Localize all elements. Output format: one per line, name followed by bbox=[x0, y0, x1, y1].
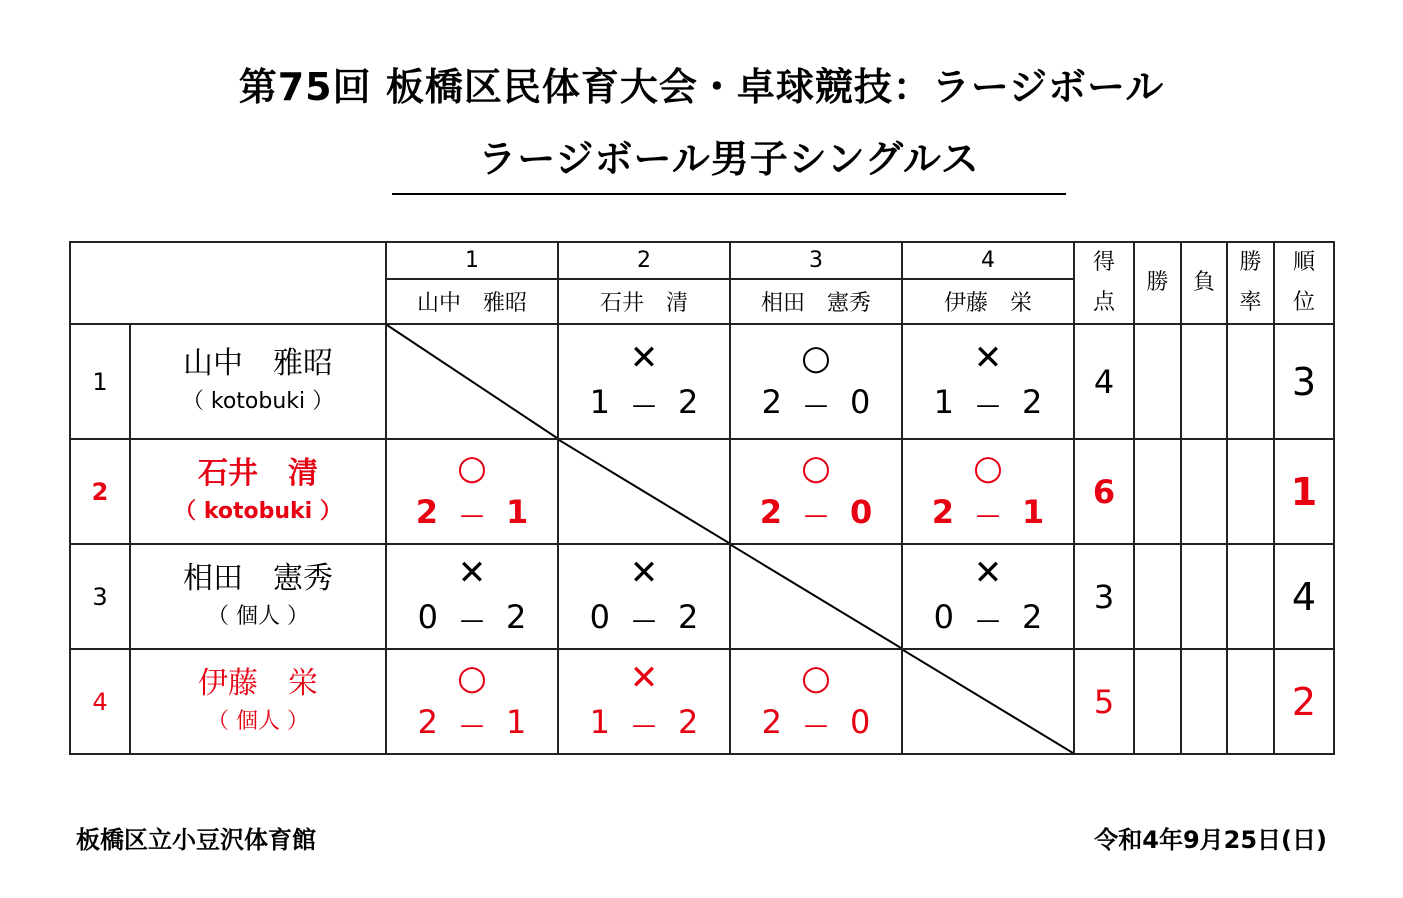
win-rate-header-1: 勝 bbox=[1239, 250, 1262, 275]
col-name-3: 相田 憲秀 bbox=[730, 279, 902, 324]
score-own: 2 bbox=[417, 703, 438, 741]
score-own: 1 bbox=[589, 703, 610, 741]
score-own: 1 bbox=[933, 383, 954, 421]
match-result-cell bbox=[730, 649, 902, 754]
points-value: 5 bbox=[1074, 649, 1134, 754]
header-corner bbox=[70, 242, 386, 324]
wins-value bbox=[1134, 544, 1181, 649]
match-score bbox=[559, 700, 729, 747]
loss-cross-icon: ✕ bbox=[629, 553, 659, 593]
match-result-cell bbox=[902, 544, 1074, 649]
score-opponent: 2 bbox=[678, 703, 699, 741]
score-dash: — bbox=[804, 501, 828, 529]
rank-header bbox=[1274, 242, 1334, 324]
player-team: （ kotobuki ） bbox=[174, 498, 342, 524]
self-match-cell bbox=[386, 324, 558, 439]
score-dash: — bbox=[632, 606, 656, 634]
player-cell bbox=[130, 439, 386, 544]
match-result-cell bbox=[386, 439, 558, 544]
col-num-1: 1 bbox=[386, 242, 558, 279]
win-circle-icon: ○ bbox=[973, 448, 1003, 488]
match-score bbox=[903, 380, 1073, 427]
match-score bbox=[559, 595, 729, 642]
score-dash: — bbox=[632, 711, 656, 739]
loss-cross-icon: ✕ bbox=[973, 338, 1003, 378]
score-dash: — bbox=[460, 606, 484, 634]
player-cell bbox=[130, 544, 386, 649]
score-dash: — bbox=[976, 391, 1000, 419]
match-result-cell bbox=[730, 439, 902, 544]
losses-value bbox=[1181, 324, 1227, 439]
win-circle-icon: ○ bbox=[457, 448, 487, 488]
score-own: 2 bbox=[415, 493, 438, 531]
rank-value: 2 bbox=[1274, 649, 1334, 754]
points-header bbox=[1074, 242, 1134, 324]
page-title: 第75回 板橋区民体育大会・卓球競技：ラージボール bbox=[238, 65, 1165, 109]
player-number: 4 bbox=[70, 649, 130, 754]
match-score bbox=[559, 380, 729, 427]
match-score bbox=[387, 490, 557, 537]
player-row bbox=[70, 649, 1334, 754]
match-score bbox=[731, 490, 901, 537]
score-own: 0 bbox=[417, 598, 438, 636]
player-number: 1 bbox=[70, 324, 130, 439]
losses-value bbox=[1181, 544, 1227, 649]
match-score bbox=[731, 700, 901, 747]
score-own: 2 bbox=[759, 493, 782, 531]
player-number: 2 bbox=[70, 439, 130, 544]
player-row bbox=[70, 439, 1334, 544]
score-own: 2 bbox=[931, 493, 954, 531]
losses-header: 負 bbox=[1181, 242, 1227, 324]
score-dash: — bbox=[976, 501, 1000, 529]
wins-value bbox=[1134, 324, 1181, 439]
points-header-2: 点 bbox=[1092, 290, 1115, 315]
self-match-cell bbox=[558, 439, 730, 544]
player-row bbox=[70, 544, 1334, 649]
rank-value: 3 bbox=[1274, 324, 1334, 439]
score-opponent: 2 bbox=[678, 598, 699, 636]
player-name: 伊藤 栄 bbox=[198, 665, 318, 701]
score-opponent: 1 bbox=[506, 703, 527, 741]
losses-value bbox=[1181, 649, 1227, 754]
score-opponent: 2 bbox=[1022, 383, 1043, 421]
score-own: 0 bbox=[589, 598, 610, 636]
score-own: 1 bbox=[589, 383, 610, 421]
rank-value: 1 bbox=[1274, 439, 1334, 544]
win-circle-icon: ○ bbox=[801, 448, 831, 488]
match-result-cell bbox=[558, 324, 730, 439]
match-result-cell bbox=[386, 649, 558, 754]
loss-cross-icon: ✕ bbox=[629, 338, 659, 378]
loss-cross-icon: ✕ bbox=[973, 553, 1003, 593]
score-opponent: 0 bbox=[850, 493, 873, 531]
score-dash: — bbox=[460, 711, 484, 739]
points-header-1: 得 bbox=[1092, 250, 1115, 275]
win-rate-value bbox=[1227, 649, 1274, 754]
player-cell bbox=[130, 649, 386, 754]
rank-header-2: 位 bbox=[1292, 290, 1315, 315]
score-opponent: 1 bbox=[1022, 493, 1045, 531]
col-name-1: 山中 雅昭 bbox=[386, 279, 558, 324]
col-num-2: 2 bbox=[558, 242, 730, 279]
wins-header: 勝 bbox=[1134, 242, 1181, 324]
score-dash: — bbox=[460, 501, 484, 529]
player-number: 3 bbox=[70, 544, 130, 649]
match-result-cell bbox=[558, 544, 730, 649]
date-label: 令和4年9月25日(日) bbox=[1094, 826, 1327, 854]
player-name: 山中 雅昭 bbox=[183, 345, 333, 381]
score-opponent: 0 bbox=[850, 703, 871, 741]
win-circle-icon: ○ bbox=[457, 658, 487, 698]
score-opponent: 1 bbox=[506, 493, 529, 531]
rank-value: 4 bbox=[1274, 544, 1334, 649]
match-score bbox=[903, 490, 1073, 537]
match-result-cell bbox=[730, 324, 902, 439]
win-rate-value bbox=[1227, 324, 1274, 439]
score-opponent: 0 bbox=[850, 383, 871, 421]
self-match-cell bbox=[730, 544, 902, 649]
score-dash: — bbox=[804, 711, 828, 739]
rank-header-1: 順 bbox=[1292, 250, 1315, 275]
win-rate-header-2: 率 bbox=[1239, 290, 1262, 315]
score-own: 2 bbox=[761, 703, 782, 741]
loss-cross-icon: ✕ bbox=[629, 658, 659, 698]
score-opponent: 2 bbox=[1022, 598, 1043, 636]
wins-value bbox=[1134, 439, 1181, 544]
points-value: 3 bbox=[1074, 544, 1134, 649]
losses-value bbox=[1181, 439, 1227, 544]
player-name: 石井 清 bbox=[198, 455, 318, 491]
wins-value bbox=[1134, 649, 1181, 754]
col-num-3: 3 bbox=[730, 242, 902, 279]
loss-cross-icon: ✕ bbox=[457, 553, 487, 593]
player-name: 相田 憲秀 bbox=[183, 560, 333, 596]
win-circle-icon: ○ bbox=[801, 658, 831, 698]
win-rate-value bbox=[1227, 544, 1274, 649]
venue-label: 板橋区立小豆沢体育館 bbox=[76, 826, 316, 854]
score-own: 2 bbox=[761, 383, 782, 421]
page-subtitle: ラージボール男子シングルス bbox=[392, 128, 1066, 195]
col-num-4: 4 bbox=[902, 242, 1074, 279]
self-match-cell bbox=[902, 649, 1074, 754]
match-result-cell bbox=[558, 649, 730, 754]
score-dash: — bbox=[804, 391, 828, 419]
score-dash: — bbox=[976, 606, 1000, 634]
match-result-cell bbox=[902, 324, 1074, 439]
match-score bbox=[387, 595, 557, 642]
score-dash: — bbox=[632, 391, 656, 419]
match-result-cell bbox=[386, 544, 558, 649]
player-cell bbox=[130, 324, 386, 439]
player-row bbox=[70, 324, 1334, 439]
score-own: 0 bbox=[933, 598, 954, 636]
player-team: （ 個人 ） bbox=[207, 708, 309, 734]
points-value: 6 bbox=[1074, 439, 1134, 544]
points-value: 4 bbox=[1074, 324, 1134, 439]
player-team: （ kotobuki ） bbox=[181, 388, 335, 414]
score-opponent: 2 bbox=[678, 383, 699, 421]
col-name-4: 伊藤 栄 bbox=[902, 279, 1074, 324]
win-circle-icon: ○ bbox=[801, 338, 831, 378]
score-opponent: 2 bbox=[506, 598, 527, 636]
match-score bbox=[903, 595, 1073, 642]
match-result-cell bbox=[902, 439, 1074, 544]
player-team: （ 個人 ） bbox=[207, 603, 309, 629]
col-name-2: 石井 清 bbox=[558, 279, 730, 324]
league-table bbox=[69, 241, 1335, 755]
win-rate-value bbox=[1227, 439, 1274, 544]
match-score bbox=[731, 380, 901, 427]
header-row-numbers bbox=[70, 242, 1334, 279]
win-rate-header bbox=[1227, 242, 1274, 324]
match-score bbox=[387, 700, 557, 747]
